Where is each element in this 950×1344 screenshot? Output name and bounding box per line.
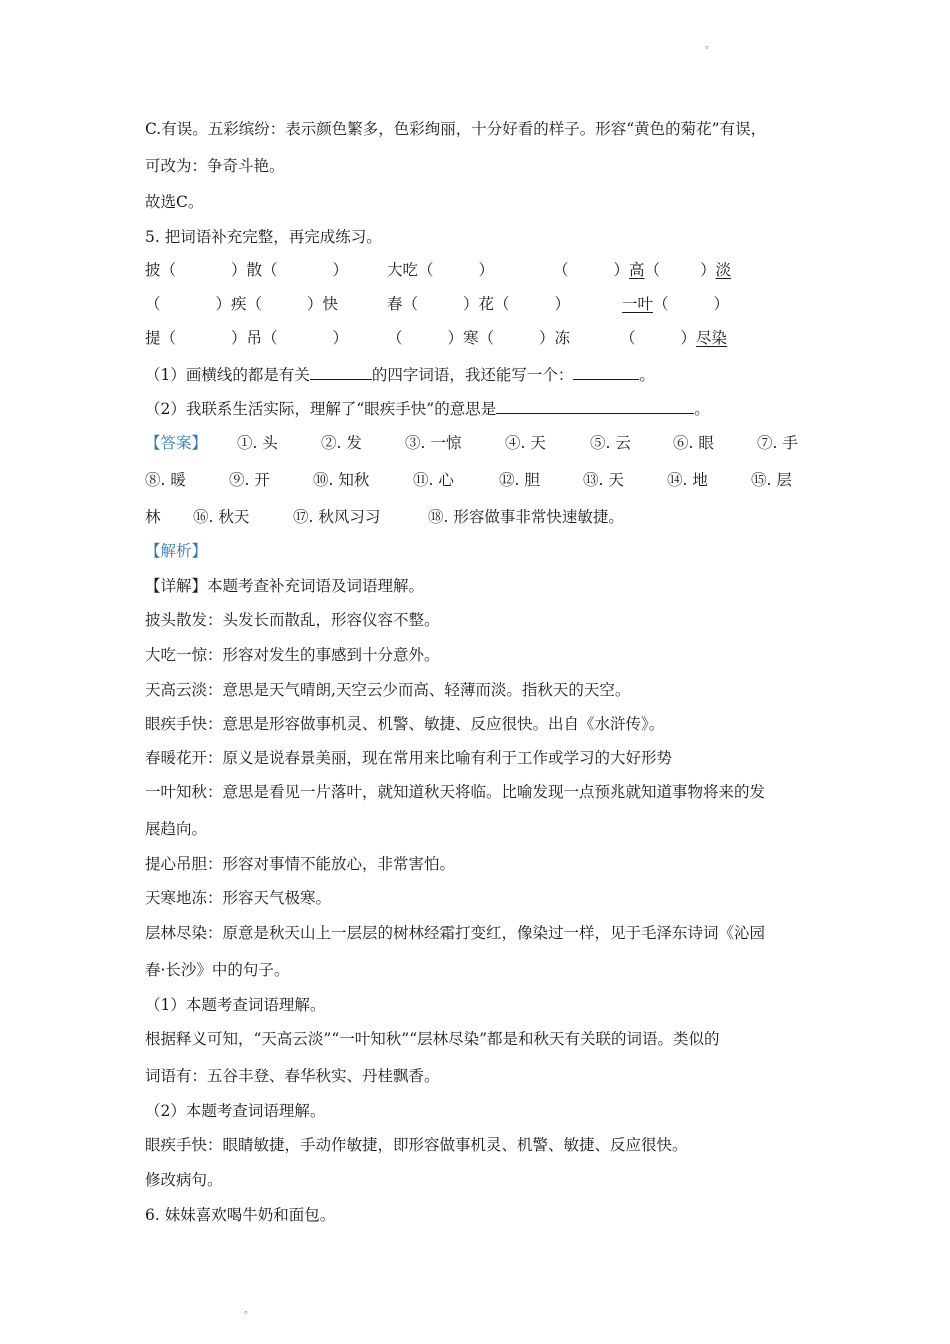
analysis-line: 披头散发：头发长而散乱，形容仪容不整。	[145, 611, 440, 629]
analysis-line: 展趋向。	[145, 820, 208, 838]
analysis-line: 修改病句。	[145, 1171, 223, 1189]
fill-item: 大吃（ ）	[387, 261, 495, 279]
analysis-line: 天高云淡：意思是天气晴朗,天空云少而高、轻薄而淡。指秋天的天空。	[145, 681, 631, 699]
answer-item: ⑧. 暖	[145, 471, 186, 489]
option-c-line-2: 可改为：争奇斗艳。	[145, 157, 285, 175]
analysis-line: 天寒地冻：形容天气极寒。	[145, 889, 332, 907]
answer-item: ④. 天	[505, 434, 546, 452]
question-5-title: 5. 把词语补充完整，再完成练习。	[145, 228, 382, 246]
analysis-label: 【解析】	[145, 542, 208, 560]
answer-item: ⑫. 胆	[499, 471, 540, 489]
fill-item: （ ）尽染	[620, 329, 728, 347]
header-mark: 。	[705, 40, 715, 51]
fill-item: （ ）疾（ ）快	[145, 295, 339, 313]
analysis-line: 眼疾手快：眼睛敏捷，手动作敏捷，即形容做事机灵、机警、敏捷、反应很快。	[145, 1136, 688, 1154]
analysis-line: 一叶知秋：意思是看见一片落叶，就知道秋天将临。比喻发现一点预兆就知道事物将来的发	[145, 783, 766, 801]
analysis-line: 大吃一惊：形容对发生的事感到十分意外。	[145, 646, 440, 664]
fill-item: （ ）寒（ ）冻	[387, 329, 571, 347]
answer-item: ⑪. 心	[413, 471, 454, 489]
answer-item: ⑰. 秋风习习	[293, 508, 381, 526]
answer-item: ⑥. 眼	[673, 434, 714, 452]
fill-item: 春（ ）花（ ）	[387, 295, 571, 313]
fill-item: 一叶（ ）	[622, 295, 730, 313]
answer-item: ⑤. 云	[590, 434, 631, 452]
analysis-line: 根据释义可知，“天高云淡”“一叶知秋”“层林尽染”都是和秋天有关联的词语。类似的	[145, 1030, 720, 1048]
sub-question-1: （1）画横线的都是有关 的四字词语，我还能写一个： 。	[145, 366, 655, 384]
analysis-line: （1）本题考查词语理解。	[145, 996, 326, 1014]
analysis-line: 春·长沙》中的句子。	[145, 961, 290, 979]
blank-line[interactable]	[496, 398, 694, 414]
answer-item: ⑭. 地	[667, 471, 708, 489]
answer-item: ⑦. 手	[757, 434, 798, 452]
answer-item: ⑯. 秋天	[193, 508, 250, 526]
answer-item: ②. 发	[321, 434, 362, 452]
answer-item: ③. 一惊	[405, 434, 462, 452]
answer-item: ⑨. 开	[229, 471, 270, 489]
option-c-line-1: C.有误。五彩缤纷：表示颜色繁多，色彩绚丽，十分好看的样子。形容“黄色的菊花”有误，	[145, 120, 767, 138]
fill-item: 披（ ）散（ ）	[145, 261, 349, 279]
sub-question-2: （2）我联系生活实际，理解了“眼疾手快”的意思是 。	[145, 400, 710, 418]
analysis-line: （2）本题考查词语理解。	[145, 1102, 326, 1120]
analysis-line: 词语有：五谷丰登、春华秋实、丹桂飘香。	[145, 1067, 440, 1085]
analysis-line: 眼疾手快：意思是形容做事机灵、机警、敏捷、反应很快。出自《水浒传》。	[145, 715, 665, 733]
answer-item: ⑱. 形容做事非常快速敏捷。	[428, 508, 624, 526]
fill-item: 提（ ）吊（ ）	[145, 329, 349, 347]
question-6-title: 6. 妹妹喜欢喝牛奶和面包。	[145, 1206, 336, 1224]
fill-item: （ ）高（ ）淡	[553, 261, 732, 279]
answer-item: ⑩. 知秋	[313, 471, 370, 489]
analysis-line: 【详解】本题考查补充词语及词语理解。	[145, 577, 425, 595]
blank-line[interactable]	[573, 364, 639, 380]
analysis-line: 提心吊胆：形容对事情不能放心，非常害怕。	[145, 855, 456, 873]
choose-answer: 故选C。	[145, 193, 204, 211]
analysis-line: 春暖花开：原义是说春景美丽，现在常用来比喻有利于工作或学习的大好形势	[145, 749, 673, 767]
answer-item: 林	[145, 508, 161, 526]
answer-item: ①. 头	[237, 434, 278, 452]
blank-line[interactable]	[310, 364, 372, 380]
answer-label: 【答案】	[145, 434, 208, 452]
footer-mark: 。	[244, 1305, 254, 1316]
analysis-line: 层林尽染：原意是秋天山上一层层的树林经霜打变红，像染过一样，见于毛泽东诗词《沁园	[145, 924, 766, 942]
answer-item: ⑮. 层	[751, 471, 792, 489]
answer-item: ⑬. 天	[583, 471, 624, 489]
